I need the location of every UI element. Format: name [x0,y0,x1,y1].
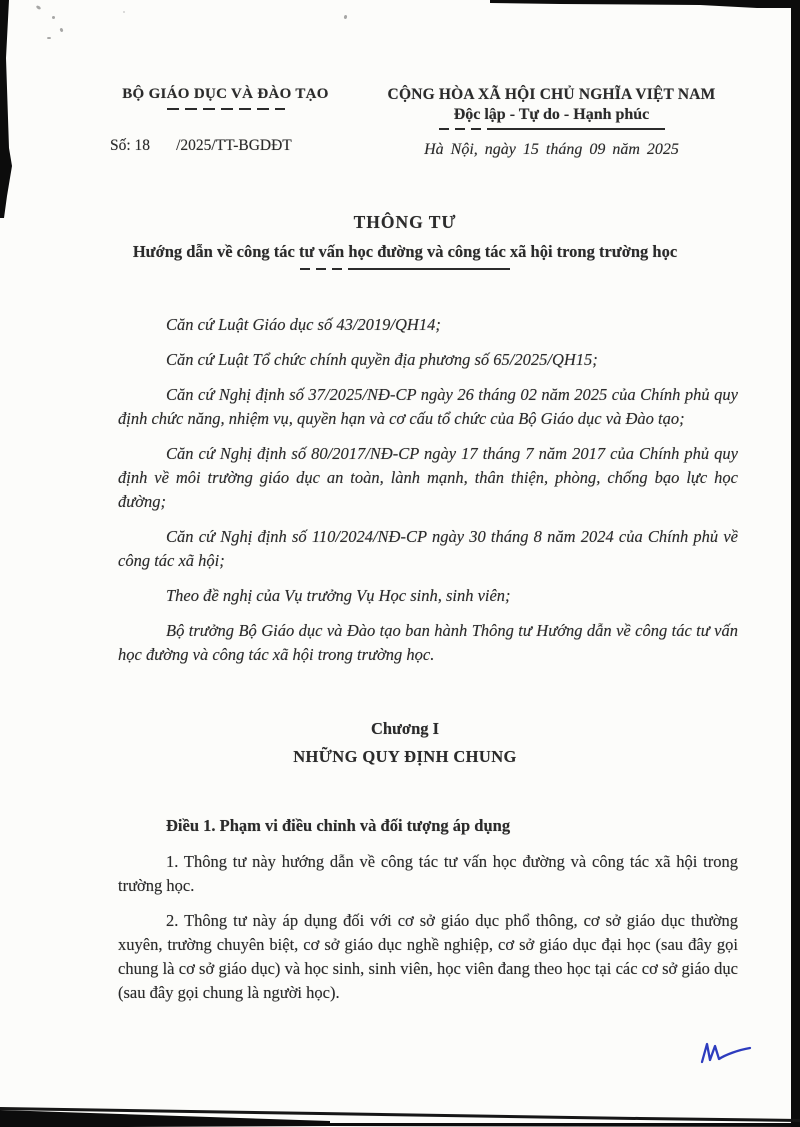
subject-underline-solid [358,268,510,270]
document-number-prefix: Số: 18 [110,137,151,154]
preamble-paragraph: Căn cứ Nghị định số 37/2025/NĐ-CP ngày 26 tháng 02 năm 2025 của Chính phủ quy định chức năng, nhiệm vụ, quyền hạn và cơ cấu tổ chức của Bộ Giáo dục và Đào tạo; [118,385,738,428]
dust-speck [47,37,51,39]
motto-underline [353,128,750,130]
preamble-paragraph: Căn cứ Luật Tổ chức chính quyền địa phương số 65/2025/QH15; [166,350,598,369]
document-header [98,86,750,159]
motto-underline-dashes [439,128,497,130]
dust-speck [52,16,55,19]
article-clause: 2. Thông tư này áp dụng đối với cơ sở giáo dục phổ thông, cơ sở giáo dục thường xuyên, trường chuyên biệt, cơ sở giáo dục nghề nghiệp, cơ sở giáo dục đại học (sau đây gọi chung là cơ sở giáo dục) và học sinh, sinh viên, học viên đang theo học tại các cơ sở giáo dục (sau đây gọi chung là người học). [118,911,738,1002]
issuing-agency-name: BỘ GIÁO DỤC VÀ ĐÀO TẠO [122,86,329,102]
document-subject: Hướng dẫn về công tác tư vấn học đường và công tác xã hội trong trường học [132,242,678,261]
preamble-section [118,313,738,678]
national-header-block [353,86,750,159]
preamble-paragraph: Bộ trưởng Bộ Giáo dục và Đào tạo ban hành Thông tư Hướng dẫn về công tác tư vấn học đường và công tác xã hội trong trường học. [118,621,738,664]
article-clause: 1. Thông tư này hướng dẫn về công tác tư vấn học đường và công tác xã hội trong trường học. [118,852,738,895]
article-heading: Điều 1. Phạm vi điều chỉnh và đối tượng áp dụng [166,816,511,835]
pen-dot-artifact [791,1066,794,1069]
dust-speck [36,5,42,10]
subject-underline-dashes [300,268,358,270]
motto-underline-solid [497,128,665,130]
document-number [98,137,353,155]
issuing-agency-block [98,86,353,159]
dust-speck [59,28,63,33]
preamble-paragraph: Căn cứ Nghị định số 80/2017/NĐ-CP ngày 17 tháng 7 năm 2017 của Chính phủ quy định về môi trường giáo dục an toàn, lành mạnh, thân thiện, phòng, chống bạo lực học đường; [118,444,738,511]
handwritten-initial-mark [694,1039,756,1069]
document-number-suffix: /2025/TT-BGDĐT [176,137,292,154]
article-section [118,814,738,1016]
preamble-paragraph: Căn cứ Luật Giáo dục số 43/2019/QH14; [166,315,441,334]
chapter-name: NHỮNG QUY ĐỊNH CHUNG [293,747,517,766]
dust-speck [344,15,348,20]
title-block [40,212,770,270]
preamble-paragraph: Căn cứ Nghị định số 110/2024/NĐ-CP ngày 30 tháng 8 năm 2024 của Chính phủ về công tác xã hội; [118,527,738,570]
document-type-title: THÔNG TƯ [353,212,457,232]
republic-title: CỘNG HÒA XÃ HỘI CHỦ NGHĨA VIỆT NAM [387,86,716,103]
preamble-paragraph: Theo đề nghị của Vụ trưởng Vụ Học sinh, sinh viên; [166,586,511,605]
subject-underline [40,268,770,270]
national-motto: Độc lập - Tự do - Hạnh phúc [453,106,650,123]
place-and-date: Hà Nội, ngày 15 tháng 09 năm 2025 [424,141,679,158]
agency-underline [167,108,285,110]
dust-speck [123,11,125,13]
chapter-label: Chương I [370,719,440,738]
chapter-heading [40,719,770,767]
